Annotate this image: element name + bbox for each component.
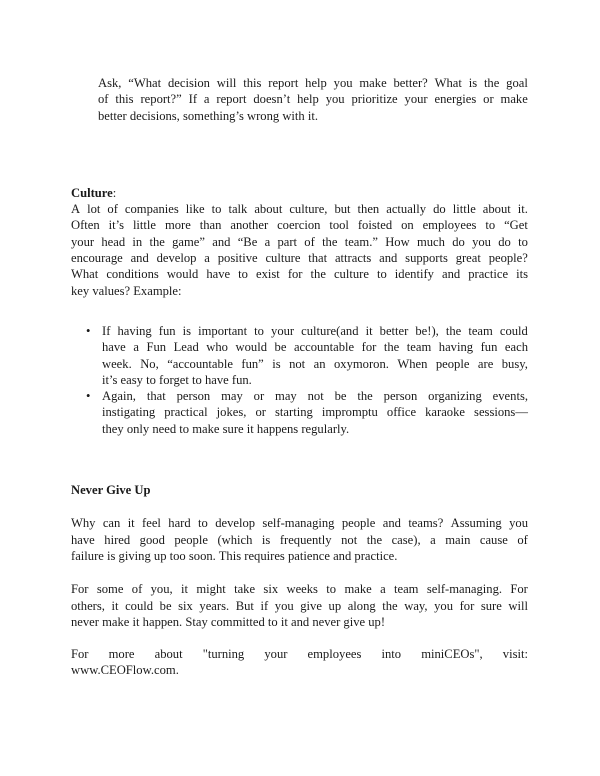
text-line: What conditions would have to exist for the culture to identify and practice its	[71, 267, 528, 282]
text-line: key values? Example:	[71, 283, 182, 298]
never-give-up-heading	[71, 482, 528, 498]
culture-heading	[71, 185, 528, 201]
page-content	[71, 0, 528, 679]
text-line: For some of you, it might take six weeks to make a team self-managing. For	[71, 582, 528, 597]
text-line: www.CEOFlow.com.	[71, 663, 179, 678]
text-line: it’s easy to forget to have fun.	[102, 372, 252, 387]
text-line: never make it happen. Stay committed to it and never give up!	[71, 614, 386, 629]
text-line: If having fun is important to your culture(and it better be!), the team could	[102, 323, 528, 338]
text-line: Again, that person may or may not be the person organizing events,	[102, 389, 528, 404]
text-line: failure is giving up too soon. This requires patience and practice.	[71, 548, 398, 563]
text-line: have hired good people (which is frequently not the case), a main cause of	[71, 532, 528, 547]
list-item	[86, 323, 528, 388]
heading-text: Never Give Up	[71, 483, 151, 498]
text-line: of this report?” If a report doesn’t help you prioritize your energies or make	[98, 92, 528, 107]
bullet-icon: •	[86, 323, 91, 338]
text-line: better decisions, something’s wrong with it.	[98, 108, 319, 123]
text-line: instigating practical jokes, or starting impromptu office karaoke sessions—	[102, 405, 528, 420]
text-line: Often it’s little more than another coercion tool foisted on employees to “Get	[71, 218, 528, 233]
heading-suffix: :	[112, 185, 117, 200]
bullet-icon: •	[86, 389, 91, 404]
text-line: week. No, “accountable fun” is not an oxymoron. When people are busy,	[102, 356, 528, 371]
text-line: Why can it feel hard to develop self-managing people and teams? Assuming you	[71, 516, 528, 531]
report-purpose-paragraph	[98, 75, 528, 124]
why-hard-paragraph	[71, 515, 528, 564]
text-line: others, it could be six years. But if you give up along the way, you for sure will	[71, 598, 528, 613]
culture-paragraph	[71, 201, 528, 299]
heading-text: Culture	[71, 185, 113, 200]
text-line: your head in the game” and “Be a part of the team.” How much do you do to	[71, 234, 528, 249]
list-item	[86, 388, 528, 437]
culture-examples-list	[71, 323, 528, 437]
six-weeks-paragraph	[71, 581, 528, 630]
text-line: A lot of companies like to talk about culture, but then actually do little about it.	[71, 202, 528, 217]
text-line: they only need to make sure it happens regularly.	[102, 421, 350, 436]
text-line: have a Fun Lead who would be accountable for the team having fun each	[102, 340, 528, 355]
text-line: encourage and develop a positive culture that attracts and supports great people?	[71, 251, 528, 266]
text-line: Ask, “What decision will this report help you make better? What is the goal	[98, 76, 528, 90]
ceoflow-paragraph	[71, 646, 528, 679]
text-line: For more about "turning your employees into miniCEOs", visit:	[71, 647, 528, 662]
